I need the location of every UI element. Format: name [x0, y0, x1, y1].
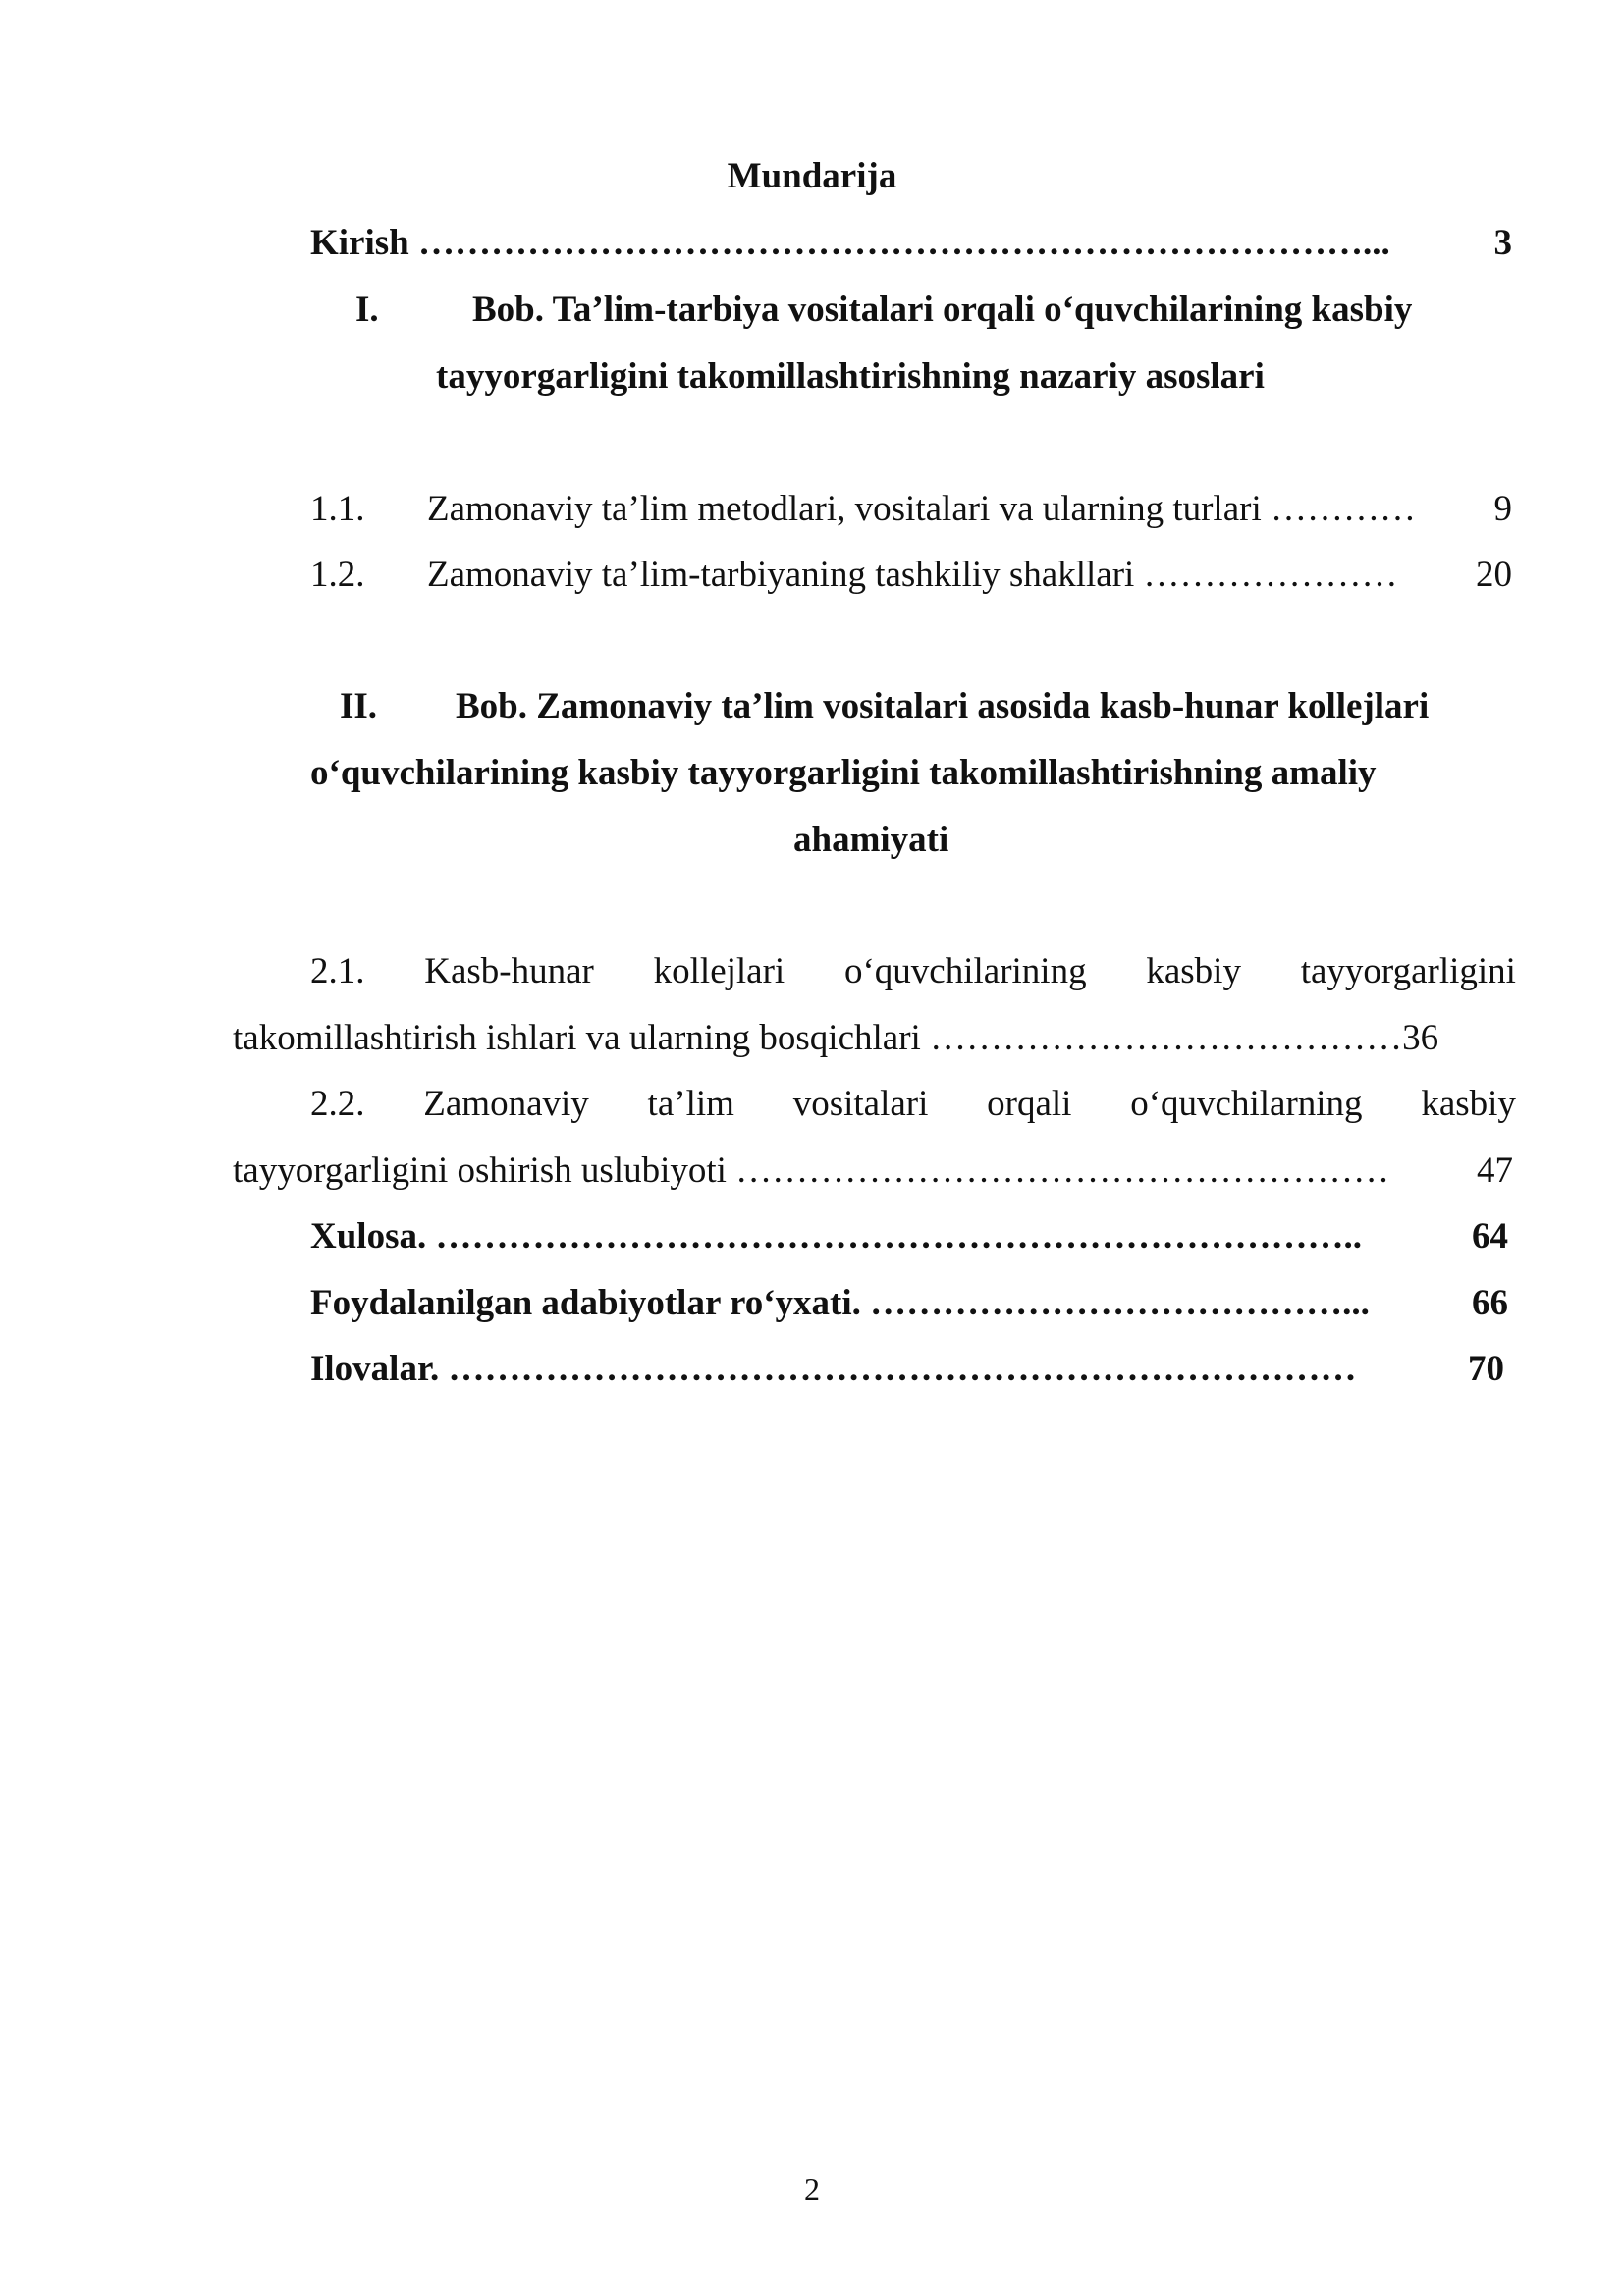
- toc-page-number: 70: [1468, 1349, 1504, 1389]
- toc-page-number: 20: [1476, 555, 1512, 595]
- section-title-text: tayyorgarligini oshirish uslubiyoti: [233, 1150, 727, 1191]
- toc-leader-dots: …………………………………………………………………: [448, 1349, 1357, 1389]
- section-word: ta’lim: [647, 1084, 734, 1124]
- section-word: o‘quvchilarining: [843, 951, 1087, 991]
- toc-entry-label: Kirish: [310, 223, 409, 263]
- page-number: 2: [804, 2171, 820, 2207]
- section-number: 1.2.: [310, 555, 365, 595]
- toc-entry-label: Xulosa.: [310, 1216, 427, 1256]
- toc-page-number: 47: [1477, 1150, 1513, 1191]
- toc-leader-dots: ……………………………………………………………………...: [418, 223, 1390, 263]
- section-number: 2.1.: [310, 951, 365, 991]
- section-word: kasbiy: [1421, 1084, 1516, 1124]
- toc-leader-dots: …………………………………: [930, 1018, 1403, 1058]
- toc-entry-foydalanilgan-adabiyotlar[interactable]: [310, 1282, 1508, 1325]
- toc-page-number: 3: [1493, 223, 1512, 263]
- toc-entry-kirish[interactable]: [310, 222, 1512, 265]
- toc-leader-dots: …………………………………………………………………..: [435, 1216, 1362, 1256]
- chapter-title-line-2: o‘quvchilarining kasbiy tayyorgarligini takomillashtirishning amaliy: [310, 753, 1377, 793]
- toc-entry-xulosa[interactable]: [310, 1215, 1508, 1258]
- toc-page-number: 36: [1402, 1018, 1439, 1058]
- toc-leader-dots: …………: [1270, 489, 1416, 529]
- toc-page-number: 66: [1472, 1283, 1508, 1323]
- section-number: 2.2.: [310, 1084, 365, 1124]
- chapter-numeral: II.: [340, 686, 378, 726]
- section-word: tayyorgarligini: [1300, 951, 1516, 991]
- section-title-line-1: [310, 1083, 1516, 1126]
- section-number: 1.1.: [310, 489, 365, 529]
- chapter-title-line-2: tayyorgarligini takomillashtirishning nazariy asoslari: [436, 356, 1265, 397]
- toc-leader-dots: …………………………………...: [870, 1283, 1370, 1323]
- toc-entry-ilovalar[interactable]: [310, 1348, 1504, 1391]
- section-title-text: Zamonaviy ta’lim-tarbiyaning tashkiliy shakllari: [427, 555, 1135, 595]
- section-word: o‘quvchilarning: [1130, 1084, 1363, 1124]
- chapter-title-line-1: Bob. Zamonaviy ta’lim vositalari asosida kasb-hunar kollejlari: [456, 686, 1430, 726]
- toc-entry-1-1[interactable]: [310, 488, 1512, 531]
- toc-page-number: 64: [1472, 1216, 1508, 1256]
- toc-leader-dots: …………………: [1143, 555, 1398, 595]
- section-word: Zamonaviy: [423, 1084, 589, 1124]
- section-word: kollejlari: [653, 951, 785, 991]
- section-word: Kasb-hunar: [424, 951, 594, 991]
- chapter-title-line-1: Bob. Ta’lim-tarbiya vositalari orqali o‘quvchilarining kasbiy: [472, 290, 1413, 330]
- chapter-title-line-3: ahamiyati: [793, 820, 949, 860]
- section-title-line-2: [233, 1149, 1513, 1193]
- toc-entry-label: Foydalanilgan adabiyotlar ro‘yxati.: [310, 1283, 861, 1323]
- toc-entry-1-2[interactable]: [310, 554, 1512, 597]
- section-title-line-2: [233, 1017, 1438, 1060]
- section-title: [427, 488, 1416, 531]
- section-word: orqali: [987, 1084, 1072, 1124]
- toc-page-number: 9: [1493, 489, 1512, 529]
- chapter-numeral: I.: [355, 290, 379, 330]
- section-title-text: Zamonaviy ta’lim metodlari, vositalari va ularning turlari: [427, 489, 1262, 529]
- section-title: [427, 554, 1398, 597]
- toc-leader-dots: ………………………………………………: [735, 1150, 1390, 1191]
- toc-entry-label: Ilovalar.: [310, 1349, 440, 1389]
- section-word: vositalari: [792, 1084, 929, 1124]
- section-word: kasbiy: [1146, 951, 1241, 991]
- page-title: Mundarija: [727, 156, 897, 196]
- section-title-line-1: [310, 950, 1516, 993]
- section-title-text: takomillashtirish ishlari va ularning bosqichlari: [233, 1018, 921, 1058]
